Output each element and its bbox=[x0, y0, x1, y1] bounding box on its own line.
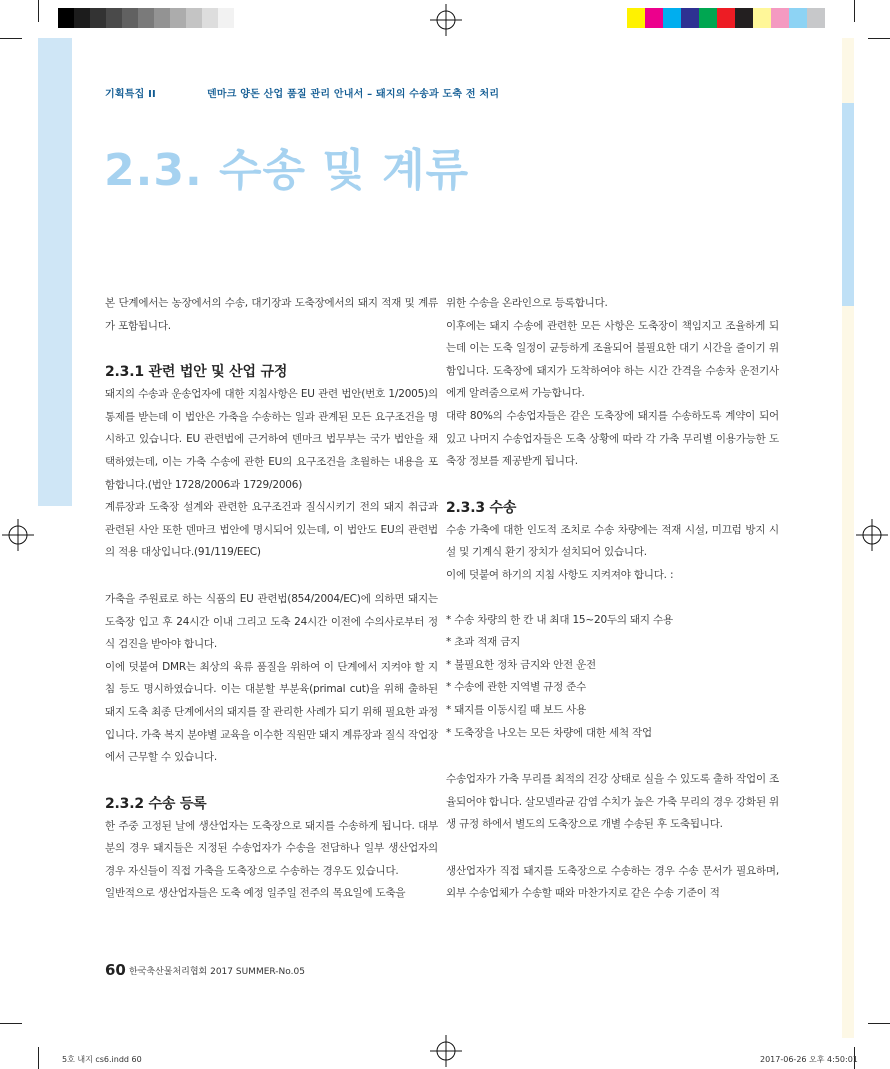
crop-mark bbox=[868, 1023, 890, 1024]
gray-swatch bbox=[170, 8, 186, 28]
gray-swatch bbox=[218, 8, 234, 28]
bullet-item: * 수송 차량의 한 칸 내 최대 15~20두의 돼지 수용 bbox=[446, 613, 673, 626]
registration-mark-left bbox=[2, 519, 34, 551]
intro-paragraph: 본 단계에서는 농장에서의 수송, 대기장과 도축장에서의 돼지 적재 및 계류가 포함됩니다. bbox=[105, 297, 438, 332]
left-accent-strip bbox=[38, 38, 72, 506]
crop-mark bbox=[0, 38, 22, 39]
gray-swatch bbox=[186, 8, 202, 28]
right-column bbox=[446, 292, 779, 905]
section-heading: 2.3.3 수송 bbox=[446, 499, 517, 516]
bullet-item: * 도축장을 나오는 모든 차량에 대한 세척 작업 bbox=[446, 726, 652, 739]
registration-mark-top bbox=[430, 4, 462, 36]
color-swatch bbox=[771, 8, 789, 28]
crop-mark bbox=[38, 0, 39, 22]
gray-swatch bbox=[74, 8, 90, 28]
body-paragraph: 생산업자가 직접 돼지를 도축장으로 수송하는 경우 수송 문서가 필요하며, 외부 수송업체가 수송할 때와 마찬가지로 같은 수송 기준이 적 bbox=[446, 864, 779, 900]
bullet-item: * 초과 적재 금지 bbox=[446, 636, 521, 649]
registration-mark-bottom bbox=[430, 1035, 462, 1067]
color-swatch bbox=[807, 8, 825, 28]
slug-timestamp: 2017-06-26 오후 4:50:01 bbox=[760, 1055, 858, 1064]
publication-footer: 한국축산물처리협회 2017 SUMMER-No.05 bbox=[129, 967, 305, 977]
bullet-item: * 돼지를 이동시킬 때 보드 사용 bbox=[446, 703, 587, 716]
page-edge-accent bbox=[842, 103, 854, 306]
color-swatch bbox=[663, 8, 681, 28]
slug-filename: 5호 내지 cs6.indd 60 bbox=[62, 1055, 142, 1064]
body-paragraph: 가축을 주원료로 하는 식품의 EU 관련법(854/2004/EC)에 의하면 돼지는 도축장 입고 후 24시간 이내 그리고 도축 24시간 이전에 수의사로부터 정식 검진을 받아야 합니다. bbox=[105, 592, 438, 651]
gray-swatch bbox=[106, 8, 122, 28]
body-paragraph: 일반적으로 생산업자들은 도축 예정 일주일 전주의 목요일에 도축을 bbox=[105, 887, 406, 900]
color-swatch bbox=[735, 8, 753, 28]
body-paragraph: 대략 80%의 수송업자들은 같은 도축장에 돼지를 수송하도록 계약이 되어 있고 나머지 수송업자들은 도축 상황에 따라 각 가축 무리별 이용가능한 도축장 정보를 제공받게 됩니다. bbox=[446, 409, 779, 468]
body-paragraph: 이에 덧붙여 DMR는 최상의 육류 품질을 위하여 이 단계에서 지켜야 할 지침 등도 명시하였습니다. 이는 대분할 부분육(primal cut)을 위해 출하된 돼지 도축 최종 단계에서의 돼지를 잘 관리한 사례가 되기 위해 필요한 과정입니다. 가축 복지 분야별 교육을 이수한 직원만 돼지 계류장과 질식 작업장에서 근무할 수 있습니다. bbox=[105, 660, 438, 764]
crop-mark bbox=[868, 38, 890, 39]
bullet-item: * 불필요한 정차 금지와 안전 운전 bbox=[446, 658, 596, 671]
color-swatch bbox=[627, 8, 645, 28]
running-head-section: 기획특집 II bbox=[105, 89, 156, 100]
registration-mark-right bbox=[856, 519, 888, 551]
running-head-subtitle: 덴마크 양돈 산업 품질 관리 안내서 – 돼지의 수송과 도축 전 처리 bbox=[207, 89, 500, 100]
left-column bbox=[105, 292, 438, 905]
crop-mark bbox=[854, 0, 855, 22]
body-paragraph: 수송 가축에 대한 인도적 조치로 수송 차량에는 적재 시설, 미끄럼 방지 시설 및 기계식 환기 장치가 설치되어 있습니다. bbox=[446, 523, 779, 559]
body-paragraph: 이후에는 돼지 수송에 관련한 모든 사항은 도축장이 책임지고 조율하게 되는데 이는 도축 일정이 균등하게 조율되어 불필요한 대기 시간을 줄이기 위함입니다. 도축장에 돼지가 도착하여야 하는 시간 간격을 수송차 운전기사에게 알려줌으로써 가능합니다. bbox=[446, 319, 779, 400]
crop-mark bbox=[38, 1047, 39, 1069]
gray-swatch bbox=[90, 8, 106, 28]
color-swatch bbox=[699, 8, 717, 28]
gray-swatch bbox=[122, 8, 138, 28]
body-paragraph: 한 주중 고정된 날에 생산업자는 도축장으로 돼지를 수송하게 됩니다. 대부분의 경우 돼지들은 지정된 수송업자가 수송을 전담하나 일부 생산업자의 경우 자신들이 직접 가축을 도축장으로 수송하는 경우도 있습니다. bbox=[105, 819, 438, 877]
page-number: 60 bbox=[105, 961, 126, 979]
color-swatch bbox=[645, 8, 663, 28]
body-paragraph: 수송업자가 가축 무리를 최적의 건강 상태로 실을 수 있도록 출하 작업이 조율되어야 합니다. 살모넬라균 감염 수치가 높은 가축 무리의 경우 강화된 위생 규정 하에서 별도의 도축장으로 개별 수송된 후 도축됩니다. bbox=[446, 773, 779, 831]
color-swatch bbox=[789, 8, 807, 28]
gray-swatch bbox=[154, 8, 170, 28]
crop-mark bbox=[0, 1023, 22, 1024]
color-swatch bbox=[681, 8, 699, 28]
color-calibration-bar bbox=[627, 8, 825, 28]
body-paragraph: 돼지의 수송과 운송업자에 대한 지침사항은 EU 관련 법안(번호 1/2005)의 통제를 받는데 이 법안은 가축을 수송하는 일과 관계된 모든 요구조건을 명시하고 있습니다. EU 관련법에 근거하여 덴마크 법무부는 국가 법안을 채택하였는데, 이는 가축 수송에 관한 EU의 요구조건을 초월하는 내용을 포함합니다.(법안 1728/2006과 1729/2006) bbox=[105, 388, 438, 491]
body-paragraph: 계류장과 도축장 설계와 관련한 요구조건과 질식시키기 전의 돼지 취급과 관련된 사안 또한 덴마크 법안에 명시되어 있는데, 이 법안도 EU의 관련법의 적용 대상입니다.(91/119/EEC) bbox=[105, 501, 438, 559]
body-paragraph: 이에 덧붙여 하기의 지침 사항도 지켜져야 합니다. : bbox=[446, 568, 674, 581]
body-paragraph: 위한 수송을 온라인으로 등록합니다. bbox=[446, 297, 608, 309]
grayscale-calibration-bar bbox=[58, 8, 234, 28]
section-heading: 2.3.2 수송 등록 bbox=[105, 795, 207, 812]
color-swatch bbox=[753, 8, 771, 28]
gray-swatch bbox=[202, 8, 218, 28]
page-title: 2.3. 수송 및 계류 bbox=[104, 145, 470, 196]
color-swatch bbox=[717, 8, 735, 28]
gray-swatch bbox=[138, 8, 154, 28]
bullet-item: * 수송에 관한 지역별 규정 준수 bbox=[446, 681, 587, 694]
gray-swatch bbox=[58, 8, 74, 28]
section-heading: 2.3.1 관련 법안 및 산업 규정 bbox=[105, 364, 288, 381]
